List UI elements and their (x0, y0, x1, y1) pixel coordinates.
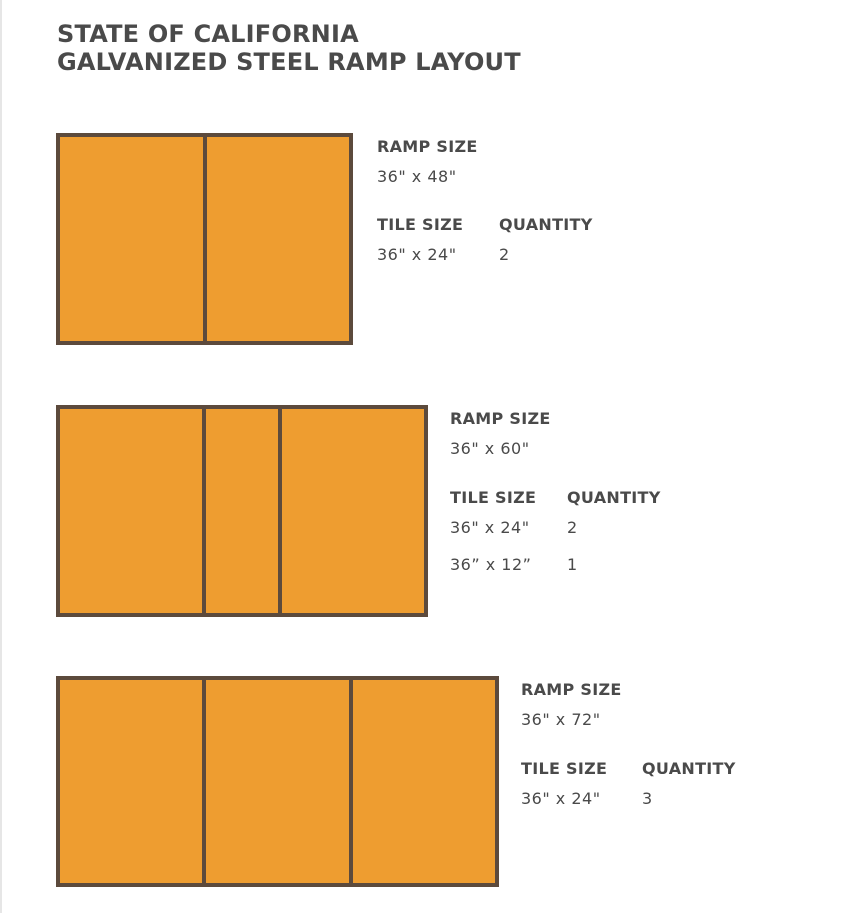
page-title (57, 20, 521, 76)
tile-panel-1 (60, 137, 203, 341)
tile-size-value: 36" x 24" (450, 518, 530, 537)
tile-quantity-value: 2 (499, 245, 510, 264)
ramp-size-value: 36" x 48" (377, 167, 457, 186)
tile-panel-2 (202, 409, 277, 613)
ramp-size-label: RAMP SIZE (521, 680, 622, 699)
ramp-size-value: 36" x 72" (521, 710, 601, 729)
ramp-drawing (56, 133, 353, 345)
tile-quantity-value: 2 (567, 518, 578, 537)
title-line-1: STATE OF CALIFORNIA (57, 20, 359, 48)
tile-panel-1 (60, 409, 202, 613)
tile-size-value: 36” x 12” (450, 555, 532, 574)
tile-size-value: 36" x 24" (377, 245, 457, 264)
ramp-drawing (56, 676, 499, 887)
tile-quantity-value: 1 (567, 555, 578, 574)
title-line-2: GALVANIZED STEEL RAMP LAYOUT (57, 48, 521, 76)
tile-panel-1 (60, 680, 202, 883)
quantity-label: QUANTITY (499, 215, 593, 234)
ramp-size-value: 36" x 60" (450, 439, 530, 458)
quantity-label: QUANTITY (567, 488, 661, 507)
ramp-size-label: RAMP SIZE (450, 409, 551, 428)
tile-size-label: TILE SIZE (521, 759, 608, 778)
page-left-rule (0, 0, 2, 913)
tile-panel-2 (203, 137, 350, 341)
tile-panel-3 (349, 680, 495, 883)
ramp-size-label: RAMP SIZE (377, 137, 478, 156)
quantity-label: QUANTITY (642, 759, 736, 778)
tile-panel-3 (278, 409, 424, 613)
tile-size-label: TILE SIZE (450, 488, 537, 507)
tile-panel-2 (202, 680, 348, 883)
tile-size-value: 36" x 24" (521, 789, 601, 808)
tile-quantity-value: 3 (642, 789, 653, 808)
tile-size-label: TILE SIZE (377, 215, 464, 234)
ramp-drawing (56, 405, 428, 617)
